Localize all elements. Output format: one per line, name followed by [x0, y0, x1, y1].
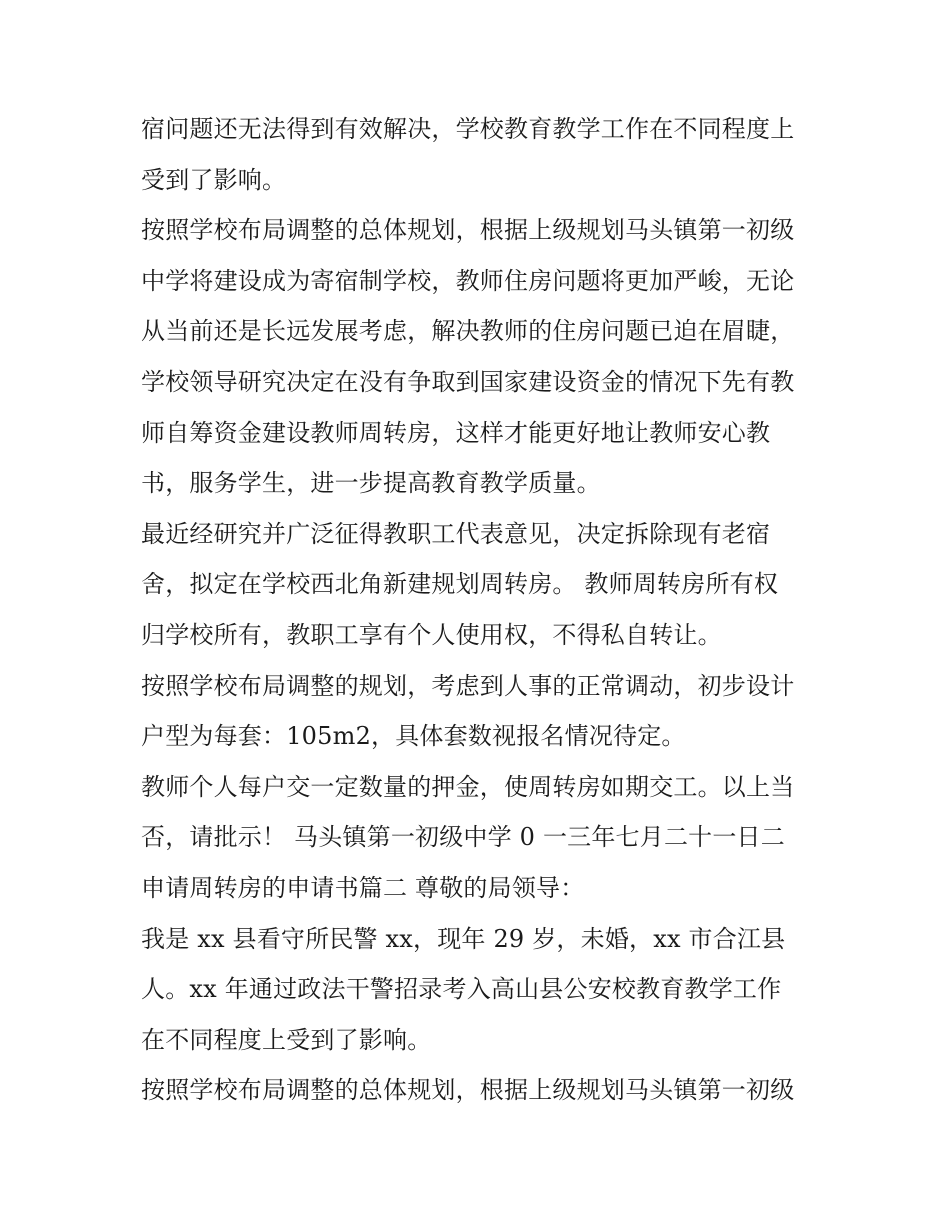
text-line: 否，请批示！ 马头镇第一初级中学 0 一三年七月二十一日二: [141, 823, 785, 852]
text-line: 在不同程度上受到了影响。: [141, 1025, 432, 1054]
text-line: 从当前还是长远发展考虑，解决教师的住房问题已迫在眉睫，: [141, 317, 795, 346]
text-line: 我是 xx 县看守所民警 xx，现年 29 岁，未婚，xx 市合江县: [141, 924, 786, 953]
text-line: 人。xx 年通过政法干警招录考入高山县公安校教育教学工作: [141, 975, 782, 1004]
text-line: 学校领导研究决定在没有争取到国家建设资金的情况下先有教: [141, 367, 795, 396]
text-line: 归学校所有，教职工享有个人使用权，不得私自转让。: [141, 620, 722, 649]
text-line: 书，服务学生，进一步提高教育教学质量。: [141, 469, 601, 498]
text-line: 最近经研究并广泛征得教职工代表意见，决定拆除现有老宿: [141, 519, 771, 548]
text-line: 教师个人每户交一定数量的押金，使周转房如期交工。以上当: [141, 772, 795, 801]
text-line: 户型为每套：105m2，具体套数视报名情况待定。: [141, 722, 686, 751]
document-body: [141, 104, 821, 1116]
text-line: 宿问题还无法得到有效解决，学校教育教学工作在不同程度上: [141, 115, 795, 143]
text-line: 申请周转房的申请书篇二 尊敬的局领导：: [141, 873, 585, 902]
text-line: 师自筹资金建设教师周转房，这样才能更好地让教师安心教: [141, 418, 771, 447]
text-line: 受到了影响。: [141, 165, 287, 194]
text-line: 按照学校布局调整的总体规划，根据上级规划马头镇第一初级: [141, 216, 795, 245]
text-line: 按照学校布局调整的规划，考虑到人事的正常调动，初步设计: [141, 671, 795, 700]
text-line: 舍，拟定在学校西北角新建规划周转房。 教师周转房所有权: [141, 570, 779, 599]
text-line: 中学将建设成为寄宿制学校，教师住房问题将更加严峻，无论: [141, 266, 795, 295]
text-line: 按照学校布局调整的总体规划，根据上级规划马头镇第一初级: [141, 1076, 795, 1105]
